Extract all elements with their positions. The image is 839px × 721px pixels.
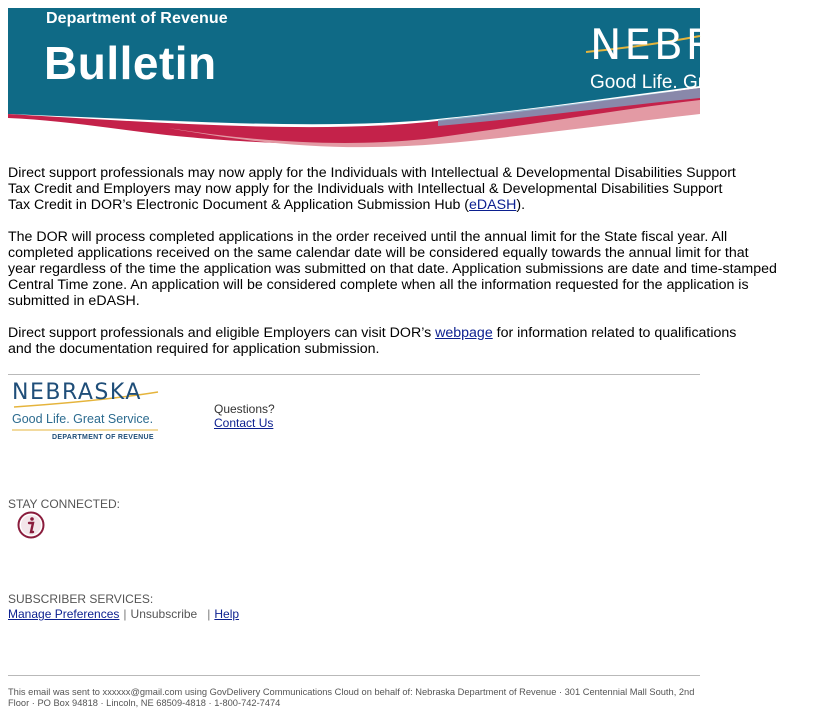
edash-link[interactable]: eDASH [469,197,517,213]
paragraph-1 [8,165,736,213]
footer-logo-tagline: Good Life. Great Service. [12,412,154,426]
p3-line-2: and the documentation required for application submission. [8,341,380,357]
paragraph-2 [8,229,777,309]
p1-line-3-end: ). [516,197,526,213]
p2-line-1: The DOR will process completed applications in the order received until the annual limit for the State fiscal year. All [8,229,728,245]
footer-logo [8,380,160,446]
help-link[interactable]: Help [214,607,240,621]
p2-line-3: year regardless of the time the application was submitted on that date. Application submissions are date and time-stamped [8,261,777,277]
separator: | [123,607,127,621]
info-icon[interactable] [17,511,45,539]
p1-line-1: Direct support professionals may now apply for the Individuals with Intellectual & Developmental Disabilities Support [8,165,736,181]
stay-connected-label: STAY CONNECTED: [8,497,121,511]
p2-line-4: Central Time zone. An application will be considered complete when all the information requested for the application is [8,277,749,293]
footer-logo-word: NEBRASKA [12,380,142,405]
webpage-link[interactable]: webpage [435,325,493,341]
footer-divider [8,675,700,676]
divider [8,374,700,375]
p1-line-2: Tax Credit and Employers may now apply for the Individuals with Intellectual & Developmental Disabilities Support [8,181,723,197]
bulletin-title: Bulletin [44,37,217,89]
fine-print-line-2: Floor · PO Box 94818 · Lincoln, NE 68509-4818 · 1-800-742-7474 [8,698,281,708]
paragraph-3 [8,325,737,357]
manage-preferences-link[interactable]: Manage Preferences [8,607,120,621]
separator: | [207,607,211,621]
questions-label: Questions? [214,402,275,416]
subscriber-services-label: SUBSCRIBER SERVICES: [8,592,154,606]
banner-logo-word: NEBRASKA [590,20,839,69]
subscriber-links [8,607,239,621]
p1-line-3: Tax Credit in DOR’s Electronic Document & Application Submission Hub ( [8,197,470,213]
header-banner [8,8,839,150]
unsubscribe-link[interactable]: Unsubscribe [130,607,198,621]
p2-line-2: completed applications received on the same calendar date will be considered equally towards the annual limit for that [8,245,749,261]
banner-logo-tagline: Good Life. Great Service. [590,72,805,93]
p3-rest: for information related to qualifications [492,325,737,341]
fine-print [8,687,700,709]
fine-print-line-1: This email was sent to xxxxxx@gmail.com using GovDelivery Communications Cloud on behalf of: Nebraska Department of Revenue · 301 Centennial Mall South, 2nd [8,687,695,697]
footer-logo-dept: DEPARTMENT OF REVENUE [52,434,154,441]
department-label: Department of Revenue [46,10,228,27]
bulletin-body [8,165,777,373]
p3-start: Direct support professionals and eligible Employers can visit DOR’s [8,325,436,341]
contact-us-link[interactable]: Contact Us [214,416,274,430]
p2-line-5: submitted in eDASH. [8,293,140,309]
